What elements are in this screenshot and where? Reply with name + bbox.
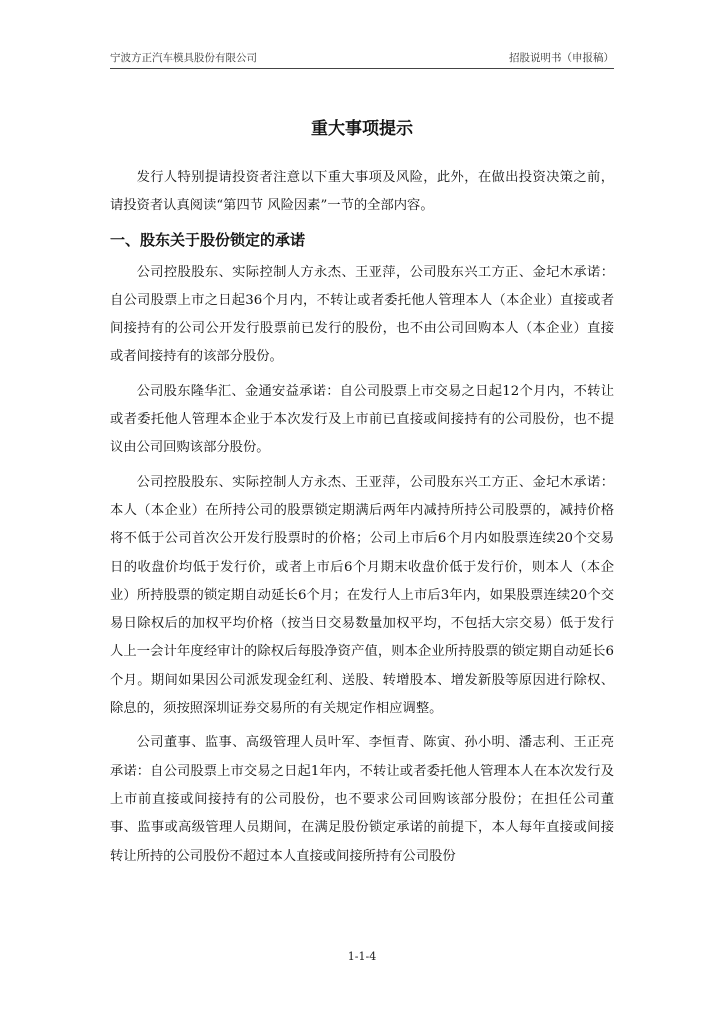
header-company-name: 宁波方正汽车模具股份有限公司 [110,52,257,64]
body-paragraph: 公司董事、监事、高级管理人员叶军、李恒青、陈寅、孙小明、潘志利、王正亮承诺：自公司股票上市交易之日起1年内，不转让或者委托他人管理本人在本次发行及上市前直接或间接持有的公司股份，也不要求公司回购该部分股份；在担任公司董事、监事或高级管理人员期间，在满足股份锁定承诺的前提下，本人每年直接或间接转让所持的公司股份不超过本人直接或间接所持有公司股份 [110,735,614,864]
body-paragraph: 公司控股股东、实际控制人方永杰、王亚萍，公司股东兴工方正、金圮木承诺：本人（本企业）在所持公司的股票锁定期满后两年内减持所持公司股票的，减持价格将不低于公司首次公开发行股票时的价格；公司上市后6个月内如股票连续20个交易日的收盘价均低于发行价，或者上市后6个月期末收盘价低于发行价，则本人（本企业）所持股票的锁定期自动延长6个月；在发行人上市后3年内，如果股票连续20个交易日除权后的加权平均价格（按当日交易数量加权平均，不包括大宗交易）低于发行人上一会计年度经审计的除权后每股净资产值，则本企业所持股票的锁定期自动延长6个月。期间如果因公司派发现金红利、送股、转增股本、增发新股等原因进行除权、除息的，须按照深圳证券交易所的有关规定作相应调整。 [110,474,614,717]
document-body [110,164,614,877]
body-paragraph: 公司控股股东、实际控制人方永杰、王亚萍，公司股东兴工方正、金圮木承诺：自公司股票上市之日起36个月内，不转让或者委托他人管理本人（本企业）直接或者间接持有的公司公开发行股票前已发行的股份，也不由公司回购本人（本企业）直接或者间接持有的该部分股份。 [110,264,614,365]
page-title: 重大事项提示 [311,119,413,139]
intro-paragraph: 发行人特别提请投资者注意以下重大事项及风险，此外，在做出投资决策之前，请投资者认真阅读“第四节 风险因素”一节的全部内容。 [110,170,614,214]
page-header [110,50,614,68]
body-paragraph: 公司股东隆华汇、金通安益承诺：自公司股票上市交易之日起12个月内，不转让或者委托他人管理本企业于本次发行及上市前已直接或间接持有的公司股份，也不提议由公司回购该部分股份。 [110,383,614,456]
section-heading: 一、股东关于股份锁定的承诺 [110,230,306,249]
page-number: 1-1-4 [347,950,377,963]
header-document-type: 招股说明书（申报稿） [509,52,614,64]
header-divider [110,68,614,69]
